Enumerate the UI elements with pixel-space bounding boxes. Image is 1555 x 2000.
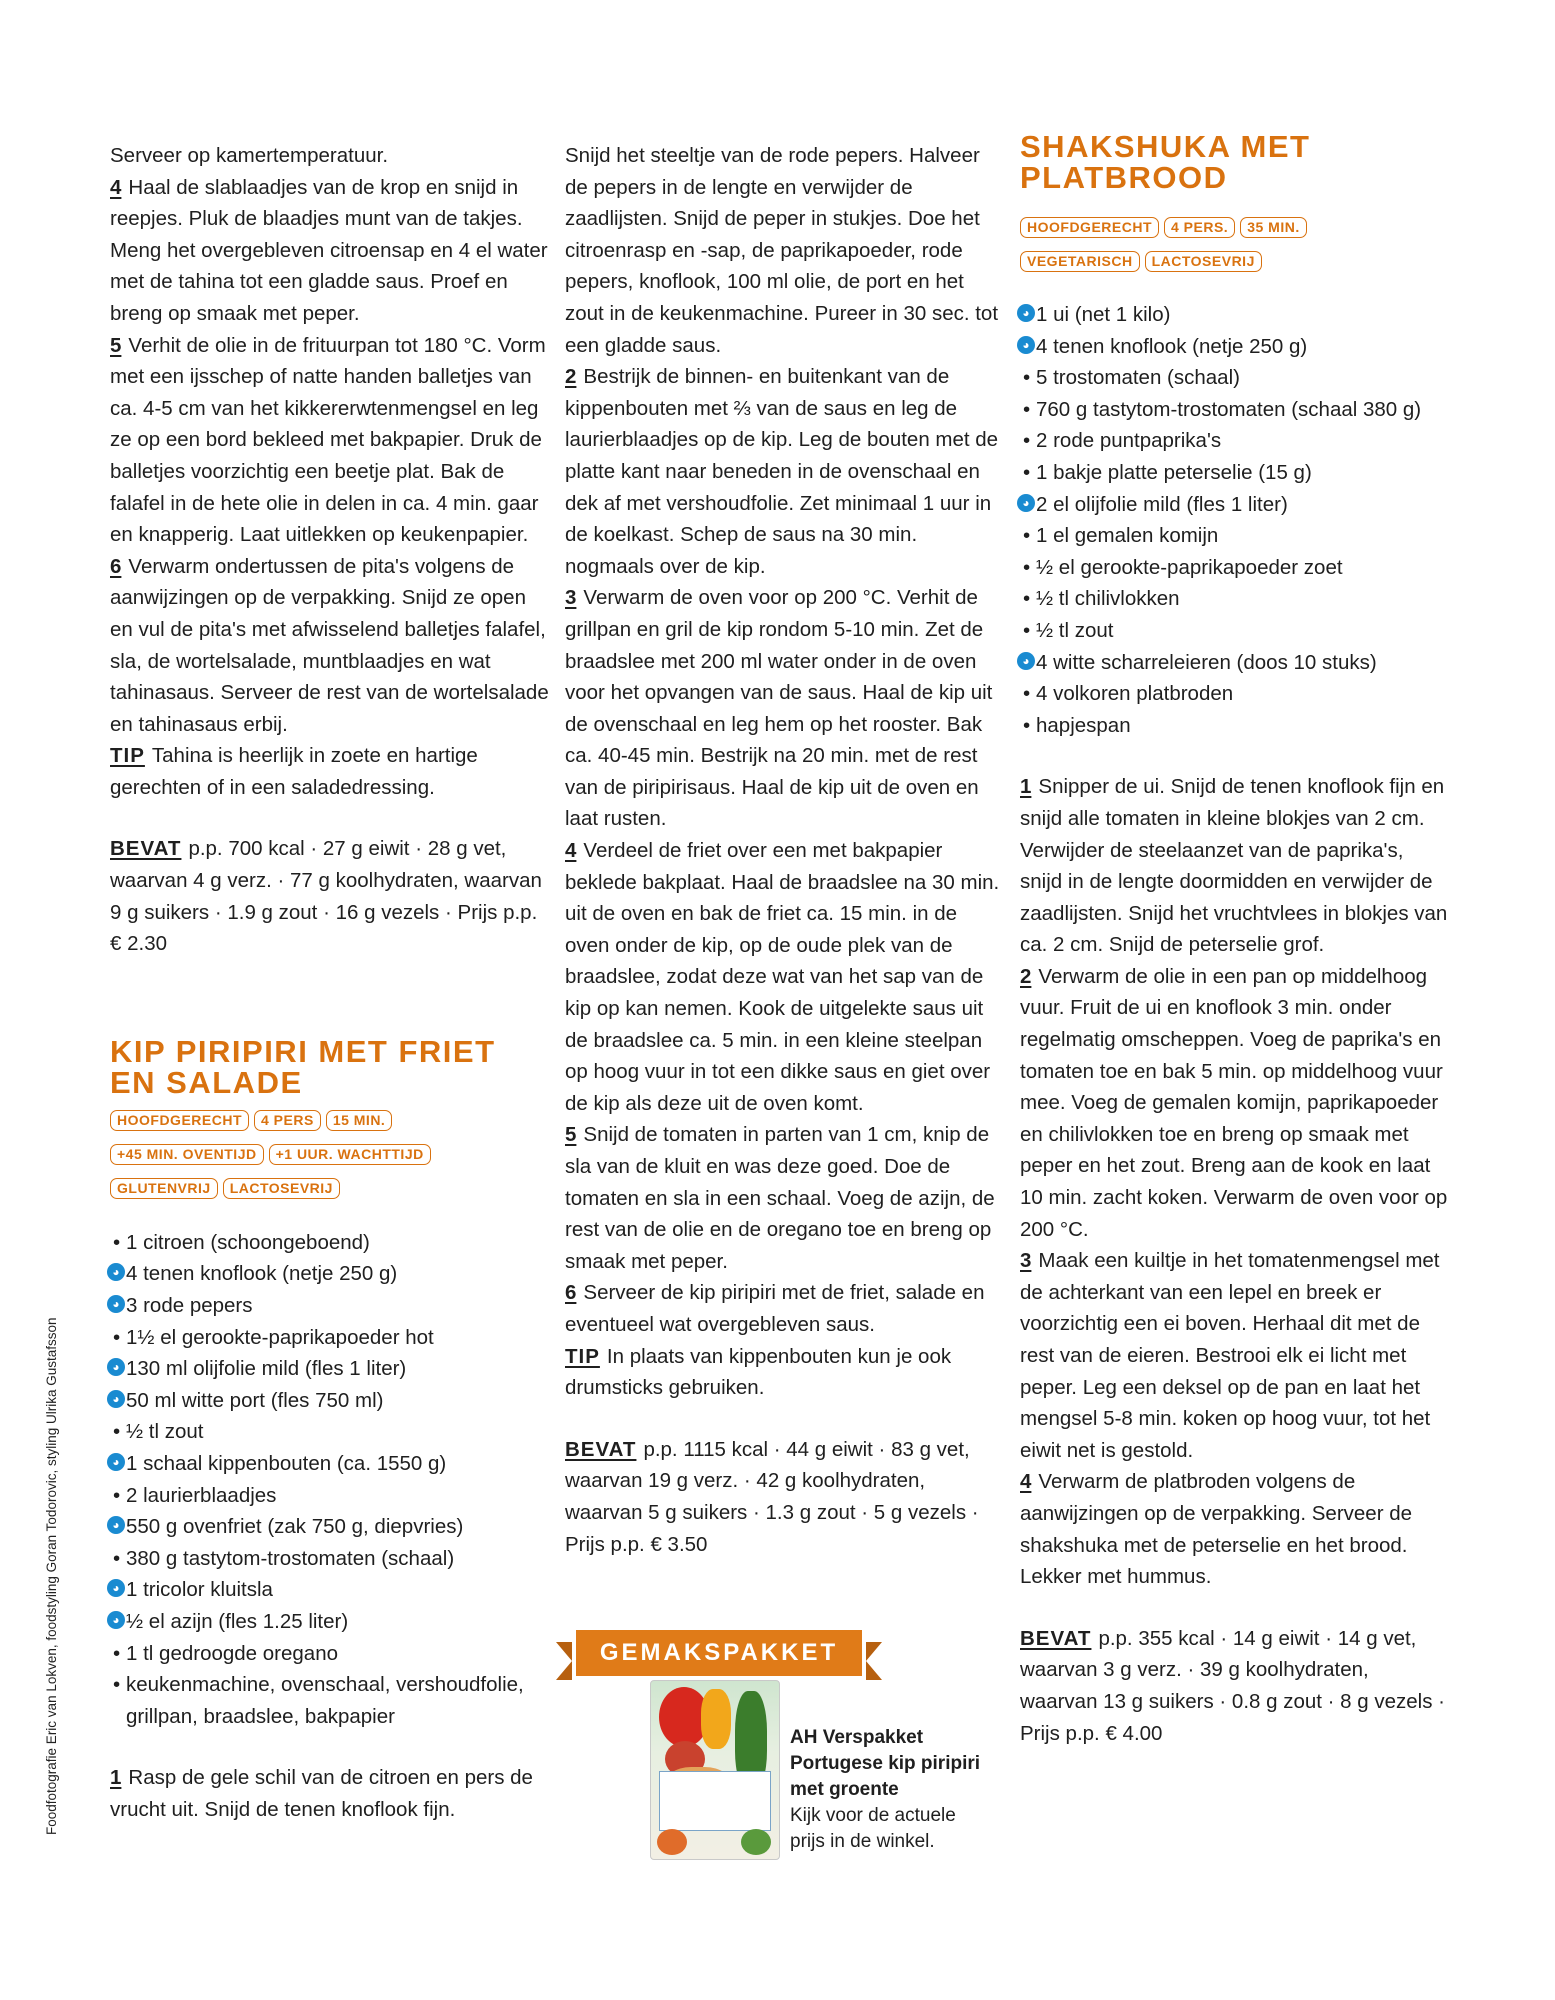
gemakspakket-banner xyxy=(556,1630,882,1680)
step-continued: Snijd het steeltje van de rode pepers. Halveer de pepers in de lengte en verwijder de zaadlijsten. Snijd de peper in stukjes. Doe het citroenrasp en -sap, de paprikapoeder, rode pepers, knoflook, 100 ml olie, de port en het zout in de keukenmachine. Pureer in 30 sec. tot een gladde saus. xyxy=(565,144,999,357)
ingredient-item xyxy=(1020,647,1450,679)
tip xyxy=(110,740,550,803)
step xyxy=(565,1277,1003,1340)
nutrition-info xyxy=(565,1434,1003,1560)
step-text: Verwarm de platbroden volgens de aanwijzingen op de verpakking. Serveer de shakshuka met de peterselie en het brood. Lekker met hummus. xyxy=(1020,1470,1413,1589)
nutrition-text: p.p. 1115 kcal · 44 g eiwit · 83 g vet, waarvan 19 g verz. · 42 g koolhydraten, waarvan 5 g suikers · 1.3 g zout · 5 g vezels · Prijs p.p. € 3.50 xyxy=(565,1437,979,1556)
ingredient-item xyxy=(1020,710,1450,742)
ingredient-item xyxy=(1020,299,1450,331)
step xyxy=(1020,1245,1450,1466)
nutrition-text: p.p. 700 kcal · 27 g eiwit · 28 g vet, waarvan 4 g verz. · 77 g koolhydraten, waarvan 9 g suikers · 1.9 g zout · 16 g vezels · Prijs p.p. € 2.30 xyxy=(110,837,542,956)
ingredient-item xyxy=(110,1511,550,1543)
ingredient-text: 3 rode pepers xyxy=(126,1294,253,1318)
step-number: 5 xyxy=(110,333,122,357)
ingredient-text: ½ tl zout xyxy=(1036,618,1114,642)
ingredient-item xyxy=(110,1290,550,1322)
step xyxy=(110,551,550,741)
ingredient-item xyxy=(1020,331,1450,363)
tag: HOOFDGERECHT xyxy=(1020,217,1159,238)
ingredient-text: 1 tl gedroogde oregano xyxy=(126,1641,339,1665)
ingredient-text: 380 g tastytom-trostomaten (schaal) xyxy=(126,1546,455,1570)
column-left xyxy=(110,140,550,1826)
step-text: Rasp de gele schil van de citroen en pers de vrucht uit. Snijd de tenen knoflook fijn. xyxy=(110,1766,533,1821)
step-text: Verwarm ondertussen de pita's volgens de aanwijzingen op de verpakking. Snijd ze open en vul de pita's met afwisselend balletjes falafel, sla, de wortelsalade, muntblaadjes en wat tahinasaus. Serveer de rest van de wortelsalade en tahinasaus erbij. xyxy=(110,554,549,736)
column-middle xyxy=(565,140,1003,1560)
product-name: AH Verspakket Portugese kip piripiri met groente xyxy=(790,1727,981,1800)
ingredient-item xyxy=(110,1448,550,1480)
ingredient-item xyxy=(110,1416,550,1448)
ingredient-text: 1 bakje platte peterselie (15 g) xyxy=(1036,460,1312,484)
ingredient-text: 1 schaal kippenbouten (ca. 1550 g) xyxy=(126,1452,447,1475)
step xyxy=(565,1119,1003,1277)
bullet-icon: • xyxy=(1023,618,1031,642)
ingredient-text: 760 g tastytom-trostomaten (schaal 380 g) xyxy=(1036,397,1422,421)
bullet-icon: • xyxy=(1023,524,1031,548)
step xyxy=(110,330,550,551)
step-number: 2 xyxy=(565,365,577,389)
nutrition-info xyxy=(1020,1623,1450,1749)
ah-product-icon: ◕ xyxy=(107,1611,125,1629)
bullet-icon: • xyxy=(113,1420,121,1444)
ingredient-item xyxy=(1020,615,1450,647)
ingredient-item xyxy=(110,1606,550,1638)
ah-product-icon: ◕ xyxy=(107,1295,125,1313)
ah-product-icon: ◕ xyxy=(107,1358,125,1376)
product-note: Kijk voor de actuele prijs in de winkel. xyxy=(790,1805,956,1852)
ingredient-item xyxy=(1020,394,1450,426)
step-text: Snipper de ui. Snijd de tenen knoflook fijn en snijd alle tomaten in kleine blokjes van 2 cm. Verwijder de steelaanzet van de paprika's, snijd in de lengte doormidden en verwijder de zaadlijsten. Snijd het vruchtvlees in blokjes van ca. 2 cm. Snijd de peterselie grof. xyxy=(1020,775,1448,957)
bullet-icon: • xyxy=(113,1641,121,1665)
step xyxy=(1020,771,1450,961)
step xyxy=(110,1762,550,1825)
ingredient-text: 50 ml witte port (fles 750 ml) xyxy=(126,1388,384,1412)
column-right xyxy=(1020,131,1450,1749)
step-text: Verhit de olie in de frituurpan tot 180 °C. Vorm met een ijsschep of natte handen balletjes van ca. 4-5 cm van het kikkererwtenmengsel en leg ze op een bord bekleed met bakpapier. Druk de balletjes voorzichtig een beetje plat. Bak de falafel in de hete olie in delen in ca. 4 min. gaar en knapperig. Laat uitlekken op keukenpapier. xyxy=(110,333,546,547)
ingredient-item xyxy=(1020,425,1450,457)
ingredient-text: ½ tl zout xyxy=(126,1420,204,1444)
bullet-icon: • xyxy=(113,1230,121,1254)
bullet-icon: • xyxy=(1023,460,1031,484)
tag: GLUTENVRIJ xyxy=(110,1178,218,1199)
ingredient-item xyxy=(1020,457,1450,489)
tag: 4 PERS. xyxy=(1164,217,1235,238)
tag: +1 UUR. WACHTTIJD xyxy=(269,1144,431,1165)
step xyxy=(565,582,1003,835)
ingredient-item xyxy=(110,1227,550,1259)
intro-text: Serveer op kamertemperatuur. xyxy=(110,144,389,167)
tag: VEGETARISCH xyxy=(1020,251,1140,272)
step-number: 4 xyxy=(565,839,577,863)
nutrition-text: p.p. 355 kcal · 14 g eiwit · 14 g vet, waarvan 3 g verz. · 39 g koolhydraten, waarvan 13 g suikers · 0.8 g zout · 8 g vezels · Prijs p.p. € 4.00 xyxy=(1020,1626,1446,1745)
step-number: 3 xyxy=(1020,1249,1032,1273)
ah-product-icon: ◕ xyxy=(107,1390,125,1408)
ah-product-icon: ◕ xyxy=(1017,494,1035,512)
tip-label: TIP xyxy=(110,744,145,768)
recipe-tags xyxy=(110,1110,550,1212)
tip xyxy=(565,1341,1003,1404)
step-text: Haal de slablaadjes van de krop en snijd in reepjes. Pluk de blaadjes munt van de takjes. Meng het overgebleven citroensap en 4 el water met de tahina tot een gladde saus. Proef en breng op smaak met peper. xyxy=(110,175,548,325)
ah-product-icon: ◕ xyxy=(1017,304,1035,322)
ingredient-text: 1 tricolor kluitsla xyxy=(126,1578,273,1602)
step-number: 5 xyxy=(565,1123,577,1147)
bullet-icon: • xyxy=(113,1546,121,1570)
tip-label: TIP xyxy=(565,1344,600,1368)
tag: +45 MIN. OVENTIJD xyxy=(110,1144,264,1165)
bullet-icon: • xyxy=(1023,713,1031,737)
bullet-icon: • xyxy=(113,1483,121,1507)
ingredient-item xyxy=(110,1480,550,1512)
ingredient-item xyxy=(110,1669,550,1732)
step-number: 4 xyxy=(1020,1470,1032,1494)
step-number: 6 xyxy=(565,1281,577,1305)
ingredient-text: 4 volkoren platbroden xyxy=(1036,682,1234,706)
bullet-icon: • xyxy=(1023,555,1031,579)
ingredient-text: 1 el gemalen komijn xyxy=(1036,524,1219,548)
step-text: Bestrijk de binnen- en buitenkant van de kippenbouten met ⅔ van de saus en leg de laurierblaadjes op de kip. Leg de bouten met de platte kant naar beneden in de ovenschaal en dek af met vershoudfolie. Zet minimaal 1 uur in de koelkast. Schep de saus na 30 min. nogmaals over de kip. xyxy=(565,365,999,578)
tag: 35 MIN. xyxy=(1240,217,1307,238)
ingredient-item xyxy=(110,1385,550,1417)
step-number: 6 xyxy=(110,554,122,578)
ingredient-text: 2 rode puntpaprika's xyxy=(1036,429,1222,453)
step xyxy=(1020,961,1450,1245)
ingredient-item xyxy=(1020,362,1450,394)
step xyxy=(565,361,1003,582)
ingredient-item xyxy=(110,1543,550,1575)
ingredient-text: 1 ui (net 1 kilo) xyxy=(1036,303,1171,326)
ingredient-item xyxy=(1020,489,1450,521)
step-text: Verwarm de oven voor op 200 °C. Verhit de grillpan en gril de kip rondom 5-10 min. Zet de braadslee met 200 ml water onder in de oven voor het opvangen van de saus. Haal de kip uit de ovenschaal en leg hem op het rooster. Bak ca. 40-45 min. Bestrijk na 20 min. met de rest van de piripirisaus. Haal de kip uit de oven en laat rusten. xyxy=(565,586,993,831)
photo-credits: Foodfotografie Eric van Lokven, foodstyling Goran Todorovic, styling Ulrika Gustafsson xyxy=(44,1317,59,1835)
ingredient-text: ½ tl chilivlokken xyxy=(1036,587,1180,611)
ingredient-item xyxy=(1020,678,1450,710)
tag: LACTOSEVRIJ xyxy=(1145,251,1262,272)
recipe-title: KIP PIRIPIRI MET FRIET EN SALADE xyxy=(110,1033,496,1100)
ingredient-text: 4 tenen knoflook (netje 250 g) xyxy=(126,1262,398,1286)
tip-text: Tahina is heerlijk in zoete en hartige gerechten of in een saladedressing. xyxy=(110,744,478,799)
ingredient-text: 550 g ovenfriet (zak 750 g, diepvries) xyxy=(126,1515,464,1539)
bullet-icon: • xyxy=(1023,682,1031,706)
step-number: 4 xyxy=(110,175,122,199)
ingredient-item xyxy=(110,1322,550,1354)
ingredient-item xyxy=(110,1258,550,1290)
ingredient-text: 1 citroen (schoongeboend) xyxy=(126,1230,370,1254)
step-number: 1 xyxy=(1020,775,1032,799)
tag: HOOFDGERECHT xyxy=(110,1110,249,1131)
step-text: Verdeel de friet over een met bakpapier beklede bakplaat. Haal de braadslee na 30 min. uit de oven en bak de friet ca. 15 min. in de oven onder de kip, op de oude plek van de braadslee, zodat deze wat van het sap van de kip op kan nemen. Kook de uitgelekte saus uit de braadslee ca. 5 min. in een kleine steelpan op hoog vuur in tot een dikke saus en giet over de kip als deze uit de oven komt. xyxy=(565,839,1000,1115)
bullet-icon: • xyxy=(113,1325,121,1349)
ingredient-item xyxy=(1020,520,1450,552)
ingredient-text: ½ el gerookte-paprikapoeder zoet xyxy=(1036,555,1343,579)
step xyxy=(110,172,550,330)
ingredient-text: 5 trostomaten (schaal) xyxy=(1036,366,1240,390)
ingredient-text: 1½ el gerookte-paprikapoeder hot xyxy=(126,1325,434,1349)
ingredient-item xyxy=(110,1638,550,1670)
bevat-label: BEVAT xyxy=(565,1437,637,1461)
step-number: 2 xyxy=(1020,964,1032,988)
product-package-image xyxy=(650,1680,780,1860)
ingredient-item xyxy=(110,1353,550,1385)
bullet-icon: • xyxy=(1023,429,1031,453)
bullet-icon: • xyxy=(113,1673,121,1697)
ingredient-text: 4 witte scharreleieren (doos 10 stuks) xyxy=(1036,650,1377,674)
ah-product-icon: ◕ xyxy=(107,1516,125,1534)
step-text: Snijd de tomaten in parten van 1 cm, knip de sla van de kluit en was deze goed. Doe de tomaten en sla in een schaal. Voeg de azijn, de rest van de olie en de oregano toe en breng op smaak met peper. xyxy=(565,1123,995,1273)
product-info xyxy=(790,1725,990,1855)
tag: LACTOSEVRIJ xyxy=(223,1178,340,1199)
ah-product-icon: ◕ xyxy=(107,1263,125,1281)
ingredient-text: ½ el azijn (fles 1.25 liter) xyxy=(126,1609,349,1633)
bullet-icon: • xyxy=(1023,397,1031,421)
recipe-title: SHAKSHUKA MET PLATBROOD xyxy=(1020,129,1311,195)
step-number: 1 xyxy=(110,1766,122,1790)
tip-text: In plaats van kippenbouten kun je ook drumsticks gebruiken. xyxy=(565,1344,952,1400)
bevat-label: BEVAT xyxy=(110,837,182,861)
ingredient-list xyxy=(1020,299,1450,741)
bullet-icon: • xyxy=(1023,366,1031,390)
step xyxy=(565,835,1003,1119)
ingredient-text: 130 ml olijfolie mild (fles 1 liter) xyxy=(126,1357,407,1381)
ah-product-icon: ◕ xyxy=(107,1579,125,1597)
step xyxy=(1020,1466,1450,1592)
ingredient-list xyxy=(110,1227,550,1733)
ingredient-item xyxy=(1020,583,1450,615)
tag: 4 PERS xyxy=(254,1110,321,1131)
ingredient-item xyxy=(1020,552,1450,584)
ah-product-icon: ◕ xyxy=(1017,336,1035,354)
ingredient-text: hapjespan xyxy=(1036,713,1131,737)
recipe-tags xyxy=(1020,217,1450,285)
bevat-label: BEVAT xyxy=(1020,1626,1092,1650)
step-number: 3 xyxy=(565,586,577,610)
banner-label: GEMAKSPAKKET xyxy=(576,1630,862,1676)
nutrition-info xyxy=(110,833,550,959)
ingredient-text: 2 el olijfolie mild (fles 1 liter) xyxy=(1036,492,1288,516)
bullet-icon: • xyxy=(1023,587,1031,611)
step-text: Verwarm de olie in een pan op middelhoog vuur. Fruit de ui en knoflook 3 min. onder regelmatig omscheppen. Voeg de paprika's en tomaten toe en bak 5 min. op middelhoog vuur mee. Voeg de gemalen komijn, paprikapoeder en chilivlokken toe en breng op smaak met peper en het zout. Breng aan de kook en laat 10 min. zacht koken. Verwarm de oven voor op 200 °C. xyxy=(1020,964,1448,1241)
step-text: Serveer de kip piripiri met de friet, salade en eventueel wat overgebleven saus. xyxy=(565,1281,985,1336)
ah-product-icon: ◕ xyxy=(107,1453,125,1471)
ingredient-text: 4 tenen knoflook (netje 250 g) xyxy=(1036,334,1308,358)
tag: 15 MIN. xyxy=(326,1110,393,1131)
ah-product-icon: ◕ xyxy=(1017,652,1035,670)
step-text: Maak een kuiltje in het tomatenmengsel met de achterkant van een lepel en breek er voorzichtig een ei boven. Herhaal dit met de rest van de eieren. Bestrooi elk ei licht met peper. Leg een deksel op de pan en laat het mengsel 5-8 min. koken op hoog vuur, tot het eiwit net is gestold. xyxy=(1020,1249,1440,1462)
ingredient-text: keukenmachine, ovenschaal, vershoudfolie, grillpan, braadslee, bakpapier xyxy=(126,1673,524,1728)
ingredient-item xyxy=(110,1574,550,1606)
ingredient-text: 2 laurierblaadjes xyxy=(126,1483,277,1507)
